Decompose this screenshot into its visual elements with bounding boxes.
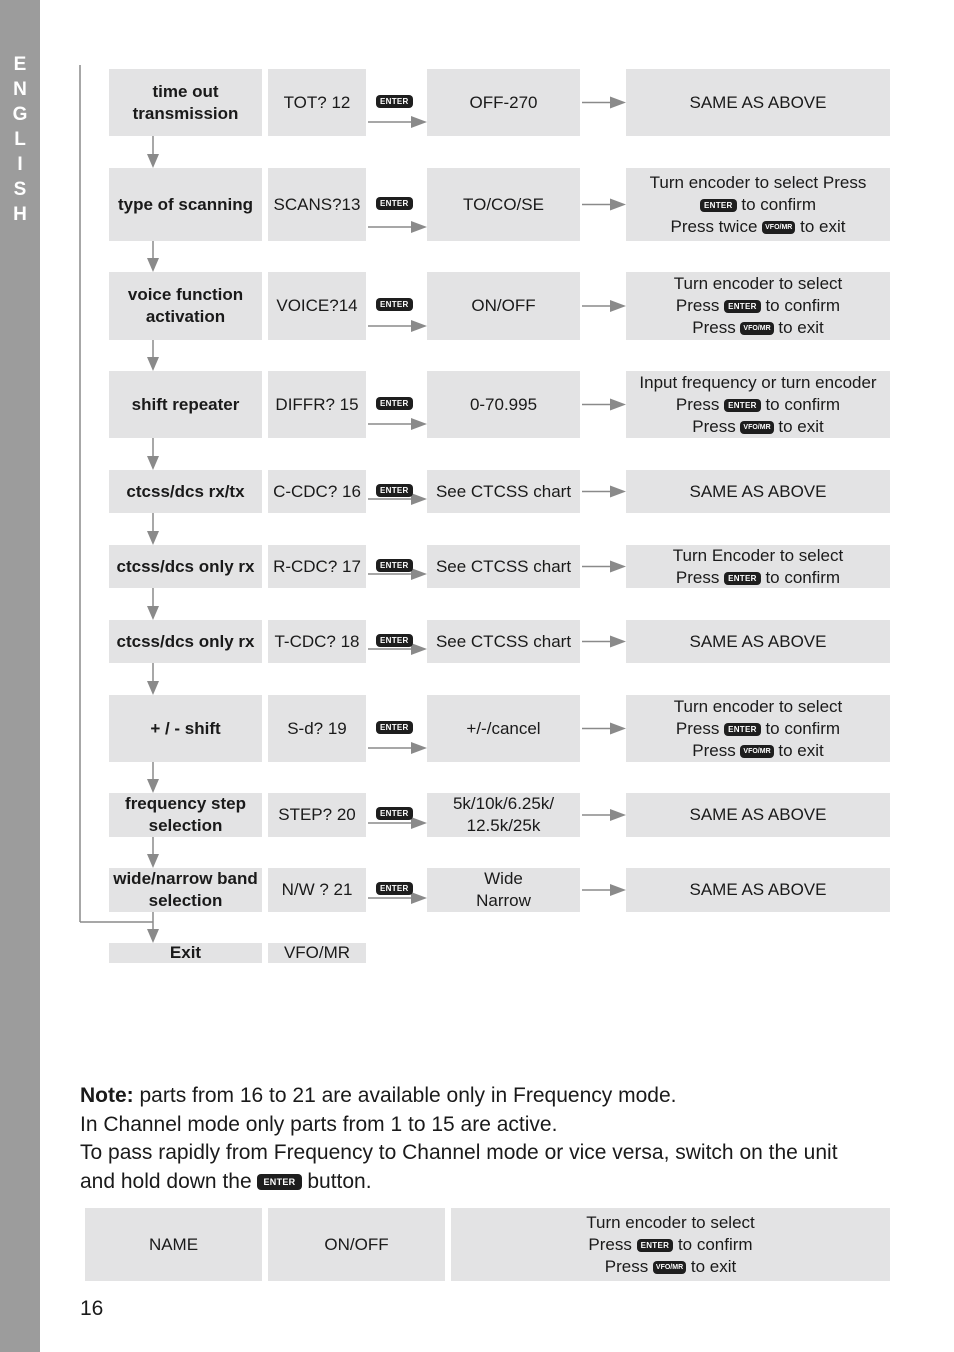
setting-values-cell: OFF-270 [427, 69, 580, 136]
arrow-head [411, 817, 427, 829]
action-line: Press ENTER to confirm [675, 394, 841, 414]
note-label: Note: [80, 1084, 134, 1107]
arrow-head [610, 486, 626, 498]
enter-key-icon: ENTER [376, 484, 413, 497]
arrow-head [147, 854, 159, 868]
menu-code-cell: DIFFR? 15 [268, 371, 366, 438]
action-line: Turn encoder to select [586, 1212, 755, 1232]
enter-key-icon: ENTER [376, 559, 413, 572]
menu-code-cell: STEP? 20 [268, 793, 366, 837]
action-description-cell [626, 545, 890, 588]
enter-key-icon: ENTER [376, 298, 413, 311]
arrow-head [610, 561, 626, 573]
action-line: Press VFO/MR to exit [692, 740, 824, 760]
setting-name-cell: wide/narrow band selection [109, 868, 262, 912]
action-line: Turn Encoder to select [672, 545, 844, 565]
action-line: Input frequency or turn encoder [639, 372, 877, 392]
action-description-cell [626, 793, 890, 837]
arrow-head [610, 300, 626, 312]
action-description-cell [626, 168, 890, 241]
enter-key-icon: ENTER [700, 199, 737, 212]
setting-name-cell: frequency step selection [109, 793, 262, 837]
arrow-head [610, 97, 626, 109]
enter-key-icon: ENTER [257, 1174, 301, 1190]
exit-code-cell: VFO/MR [268, 943, 366, 963]
action-description-cell [626, 371, 890, 438]
action-description-cell [626, 868, 890, 912]
action-line: ENTER to confirm [650, 194, 867, 216]
action-line: Press twice VFO/MR to exit [670, 216, 846, 236]
bottom-action-cell [451, 1208, 890, 1281]
arrow-head [411, 493, 427, 505]
note-line-2: In Channel mode only parts from 1 to 15 are active. [80, 1112, 558, 1136]
action-line: Turn encoder to select [673, 696, 843, 716]
action-line: SAME AS ABOVE [689, 92, 827, 112]
arrow-head [147, 681, 159, 695]
sidebar-letter: L [14, 129, 26, 150]
arrow-head [411, 643, 427, 655]
action-description-cell [626, 272, 890, 340]
arrow-head [610, 809, 626, 821]
arrow-head [147, 606, 159, 620]
setting-values-cell: TO/CO/SE [427, 168, 580, 241]
setting-name-cell: time out transmission [109, 69, 262, 136]
enter-key-icon: ENTER [637, 1239, 674, 1252]
note-line-4: and hold down the [80, 1169, 252, 1193]
setting-values-cell: 0-70.995 [427, 371, 580, 438]
menu-code-cell: SCANS?13 [268, 168, 366, 241]
sidebar-letter: E [13, 54, 27, 75]
vfo-mr-key-icon: VFO/MR [740, 745, 773, 758]
exit-name-cell: Exit [109, 943, 262, 963]
menu-code-cell: S-d? 19 [268, 695, 366, 762]
action-line: Press VFO/MR to exit [692, 318, 824, 337]
arrow-head [411, 221, 427, 233]
sidebar-letter: G [12, 104, 28, 125]
menu-code-cell: C-CDC? 16 [268, 470, 366, 513]
note-line-3: To pass rapidly from Frequency to Channel mode or vice versa, switch on the unit [80, 1141, 838, 1164]
arrow-head [610, 399, 626, 411]
arrow-head [610, 199, 626, 211]
bottom-name-cell: NAME [85, 1208, 262, 1281]
setting-values-cell: Wide Narrow [427, 868, 580, 912]
bottom-value-cell: ON/OFF [268, 1208, 445, 1281]
enter-key-icon: ENTER [376, 95, 413, 108]
enter-key-icon: ENTER [376, 882, 413, 895]
setting-name-cell: shift repeater [109, 371, 262, 438]
setting-name-cell: ctcss/dcs only rx [109, 545, 262, 588]
action-line: Turn encoder to select Press [649, 172, 867, 192]
setting-name-cell: voice function activation [109, 272, 262, 340]
enter-key-icon: ENTER [724, 572, 761, 585]
action-line: Press ENTER to confirm [675, 718, 841, 738]
enter-key-icon: ENTER [376, 397, 413, 410]
action-line: SAME AS ABOVE [689, 805, 827, 824]
setting-values-cell: See CTCSS chart [427, 470, 580, 513]
setting-values-cell: ON/OFF [427, 272, 580, 340]
arrow-head [411, 418, 427, 430]
vfo-mr-key-icon: VFO/MR [653, 1261, 686, 1274]
arrow-head [147, 456, 159, 470]
setting-values-cell: +/-/cancel [427, 695, 580, 762]
enter-key-icon: ENTER [724, 723, 761, 736]
vfo-mr-key-icon: VFO/MR [740, 421, 773, 434]
setting-name-cell: + / - shift [109, 695, 262, 762]
action-line: SAME AS ABOVE [689, 631, 827, 651]
arrow-head [147, 779, 159, 793]
setting-values-cell: See CTCSS chart [427, 545, 580, 588]
setting-name-cell: type of scanning [109, 168, 262, 241]
menu-code-cell: TOT? 12 [268, 69, 366, 136]
arrow-head [411, 568, 427, 580]
arrow-head [610, 636, 626, 648]
arrow-head [610, 723, 626, 735]
action-description-cell [626, 620, 890, 663]
setting-values-cell: See CTCSS chart [427, 620, 580, 663]
action-description-cell [626, 470, 890, 513]
arrow-head [147, 357, 159, 371]
arrow-head [411, 892, 427, 904]
vfo-mr-key-icon: VFO/MR [762, 221, 795, 234]
arrow-head [610, 884, 626, 896]
action-description-cell [626, 69, 890, 136]
sidebar-letter: N [13, 79, 27, 100]
arrow-head [411, 320, 427, 332]
sidebar-letter: H [13, 204, 27, 225]
enter-key-icon: ENTER [724, 399, 761, 412]
arrow-head [147, 258, 159, 272]
setting-name-cell: ctcss/dcs only rx [109, 620, 262, 663]
menu-code-cell: N/W ? 21 [268, 868, 366, 912]
action-line: Press ENTER to confirm [675, 296, 841, 315]
action-line: Press VFO/MR to exit [604, 1256, 737, 1276]
enter-key-icon: ENTER [376, 721, 413, 734]
menu-code-cell: T-CDC? 18 [268, 620, 366, 663]
arrow-head [411, 742, 427, 754]
note-line-1: parts from 16 to 21 are available only in Frequency mode. [133, 1084, 677, 1107]
action-line: SAME AS ABOVE [689, 481, 827, 501]
action-line: Press VFO/MR to exit [692, 416, 824, 436]
enter-key-icon: ENTER [376, 634, 413, 647]
menu-code-cell: VOICE?14 [268, 272, 366, 340]
enter-key-icon: ENTER [376, 197, 413, 210]
action-line: Press ENTER to confirm [675, 567, 841, 587]
arrow-head [147, 154, 159, 168]
note-line-4-end: button. [301, 1169, 372, 1193]
action-line: Turn encoder to select [673, 274, 843, 293]
arrow-head [411, 116, 427, 128]
vfo-mr-key-icon: VFO/MR [740, 322, 773, 335]
action-line: Press ENTER to confirm [588, 1234, 753, 1254]
action-description-cell [626, 695, 890, 762]
sidebar-letter: S [13, 179, 27, 200]
setting-values-cell: 5k/10k/6.25k/ 12.5k/25k [427, 793, 580, 837]
action-line: SAME AS ABOVE [689, 880, 827, 899]
page-number: 16 [80, 1297, 104, 1320]
arrow-head [147, 929, 159, 943]
arrow-head [147, 531, 159, 545]
setting-name-cell: ctcss/dcs rx/tx [109, 470, 262, 513]
enter-key-icon: ENTER [376, 807, 413, 820]
menu-code-cell: R-CDC? 17 [268, 545, 366, 588]
enter-key-icon: ENTER [724, 300, 761, 313]
note-paragraph [80, 1082, 910, 1196]
sidebar-letter: I [17, 154, 23, 175]
